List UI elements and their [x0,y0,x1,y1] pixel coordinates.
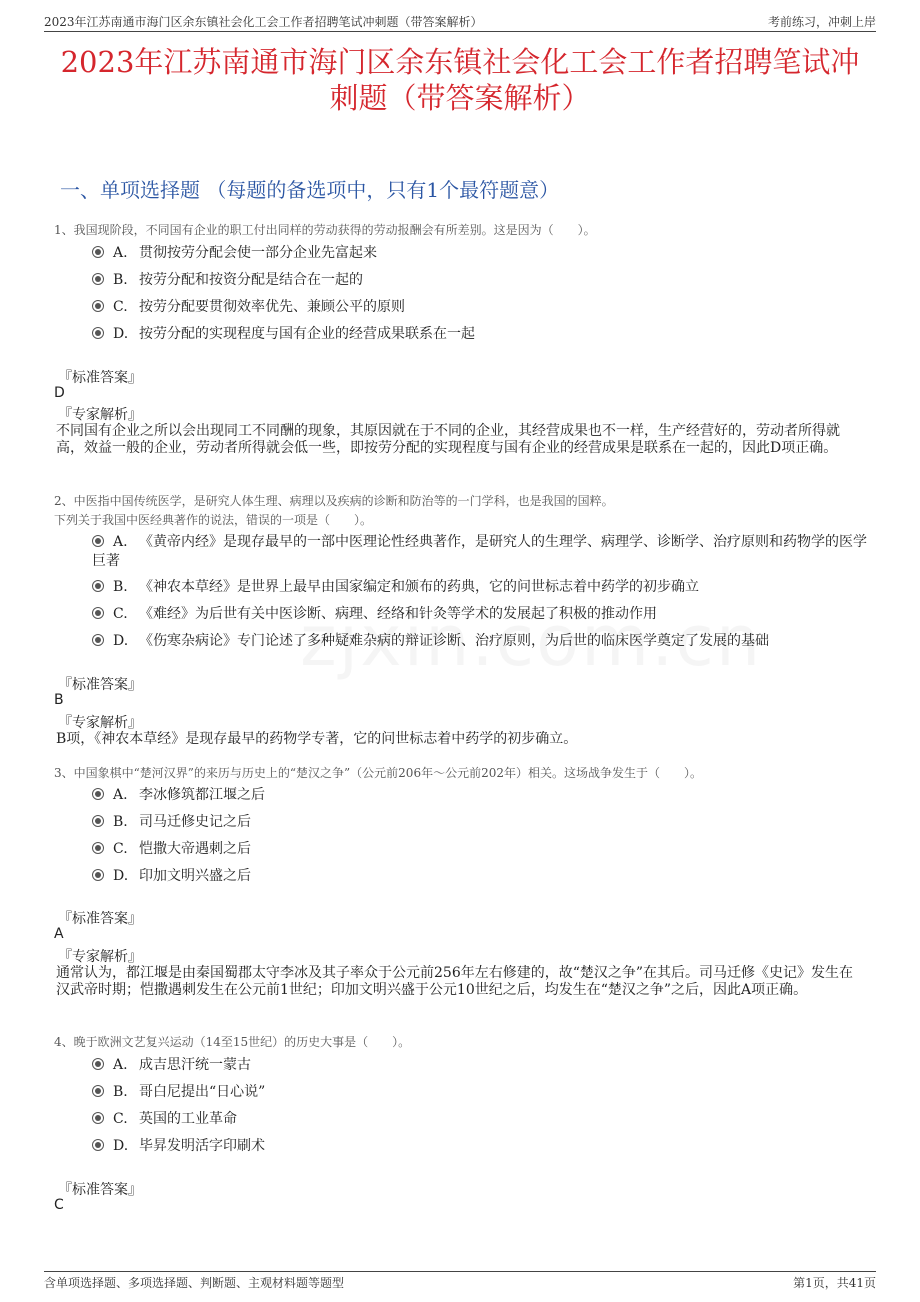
q3-option-d[interactable]: D. 印加文明兴盛之后 [92,867,872,886]
q4-option-c[interactable]: C. 英国的工业革命 [92,1110,872,1129]
q3-answer-label: 『标准答案』 [58,911,142,927]
radio-icon[interactable] [92,788,104,800]
page-header [44,10,876,32]
radio-icon[interactable] [92,842,104,854]
q2-answer: B [54,692,64,708]
radio-icon[interactable] [92,1058,104,1070]
question-1-stem: 1、我国现阶段，不同国有企业的职工付出同样的劳动获得的劳动报酬会有所差别。这是因为（ ）。 [54,223,596,237]
header-doc-title: 2023年江苏南通市海门区余东镇社会化工会工作者招聘笔试冲刺题（带答案解析） [44,15,483,29]
radio-icon[interactable] [92,815,104,827]
page-number: 第1页，共41页 [793,1276,876,1290]
q1-option-c[interactable]: C. 按劳分配要贯彻效率优先、兼顾公平的原则 [92,298,872,317]
q4-answer-label: 『标准答案』 [58,1182,142,1198]
q2-option-a[interactable]: A. 《黄帝内经》是现存最早的一部中医理论性经典著作，是研究人的生理学、病理学、诊断学、治疗原则和药物学的医学巨著 [92,534,867,569]
radio-icon[interactable] [92,535,104,547]
q1-option-a[interactable]: A. 贯彻按劳分配会使一部分企业先富起来 [92,244,872,263]
header-slogan: 考前练习，冲刺上岸 [767,15,876,29]
radio-icon[interactable] [92,1139,104,1151]
q1-answer: D [54,385,65,401]
radio-icon[interactable] [92,246,104,258]
radio-icon[interactable] [92,300,104,312]
page-footer [44,1271,876,1292]
q2-option-c[interactable]: C. 《难经》为后世有关中医诊断、病理、经络和针灸等学术的发展起了积极的推动作用 [92,605,872,624]
q3-answer: A [54,926,64,942]
q2-explanation: B项，《神农本草经》是现存最早的药物学专著，它的问世标志着中药学的初步确立。 [56,731,578,747]
q4-option-d[interactable]: D. 毕昇发明活字印刷术 [92,1137,872,1156]
q1-explanation: 不同国有企业之所以会出现同工不同酬的现象，其原因就在于不同的企业，其经营成果也不一样，生产经营好的，劳动者所得就高，效益一般的企业，劳动者所得就会低一些，即按劳分配的实现程度与国有企业的经营成果是联系在一起的，因此D项正确。 [56,423,840,456]
radio-icon[interactable] [92,1112,104,1124]
q2-analysis-label: 『专家解析』 [58,715,142,731]
radio-icon[interactable] [92,869,104,881]
q1-answer-label: 『标准答案』 [58,370,142,386]
question-4-stem: 4、晚于欧洲文艺复兴运动（14至15世纪）的历史大事是（ ）。 [54,1035,411,1049]
q2-option-b[interactable]: B. 《神农本草经》是世界上最早由国家编定和颁布的药典，它的问世标志着中药学的初步确立 [92,578,872,597]
question-2-stem-line2: 下列关于我国中医经典著作的说法，错误的一项是（ ）。 [54,513,373,527]
q4-answer: C [54,1197,64,1213]
q4-option-a[interactable]: A. 成吉思汗统一蒙古 [92,1056,872,1075]
q3-explanation: 通常认为，都江堰是由秦国蜀郡太守李冰及其子率众于公元前256年左右修建的，故“楚汉之争”在其后。司马迁修《史记》发生在汉武帝时期；恺撒遇刺发生在公元前1世纪；印加文明兴盛于公元10世纪之后，均发生在“楚汉之争”之后，因此A项正确。 [56,965,854,998]
q3-option-a[interactable]: A. 李冰修筑都江堰之后 [92,786,872,805]
question-3-stem: 3、中国象棋中“楚河汉界”的来历与历史上的“楚汉之争”（公元前206年～公元前202年）相关。这场战争发生于（ ）。 [54,766,702,780]
footer-note: 含单项选择题、多项选择题、判断题、主观材料题等题型 [44,1276,345,1290]
page-title [40,44,880,116]
q4-option-b[interactable]: B. 哥白尼提出“日心说” [92,1083,872,1102]
radio-icon[interactable] [92,580,104,592]
radio-icon[interactable] [92,634,104,646]
q1-option-b[interactable]: B. 按劳分配和按资分配是结合在一起的 [92,271,872,290]
section-heading: 一、单项选择题 （每题的备选项中，只有1个最符题意） [60,178,560,202]
title-line-1: 2023年江苏南通市海门区余东镇社会化工会工作者招聘笔试冲 [60,45,860,79]
title-line-2: 刺题（带答案解析） [329,81,591,115]
question-2-stem-line1: 2、中医指中国传统医学，是研究人体生理、病理以及疾病的诊断和防治等的一门学科，也是我国的国粹。 [54,494,614,508]
q3-analysis-label: 『专家解析』 [58,949,142,965]
radio-icon[interactable] [92,327,104,339]
q1-option-d[interactable]: D. 按劳分配的实现程度与国有企业的经营成果联系在一起 [92,325,872,344]
q2-answer-label: 『标准答案』 [58,677,142,693]
q2-option-d[interactable]: D. 《伤寒杂病论》专门论述了多种疑难杂病的辩证诊断、治疗原则，为后世的临床医学奠定了发展的基础 [92,632,872,651]
q3-option-b[interactable]: B. 司马迁修史记之后 [92,813,872,832]
radio-icon[interactable] [92,1085,104,1097]
radio-icon[interactable] [92,607,104,619]
q1-analysis-label: 『专家解析』 [58,407,142,423]
q3-option-c[interactable]: C. 恺撒大帝遇刺之后 [92,840,872,859]
radio-icon[interactable] [92,273,104,285]
